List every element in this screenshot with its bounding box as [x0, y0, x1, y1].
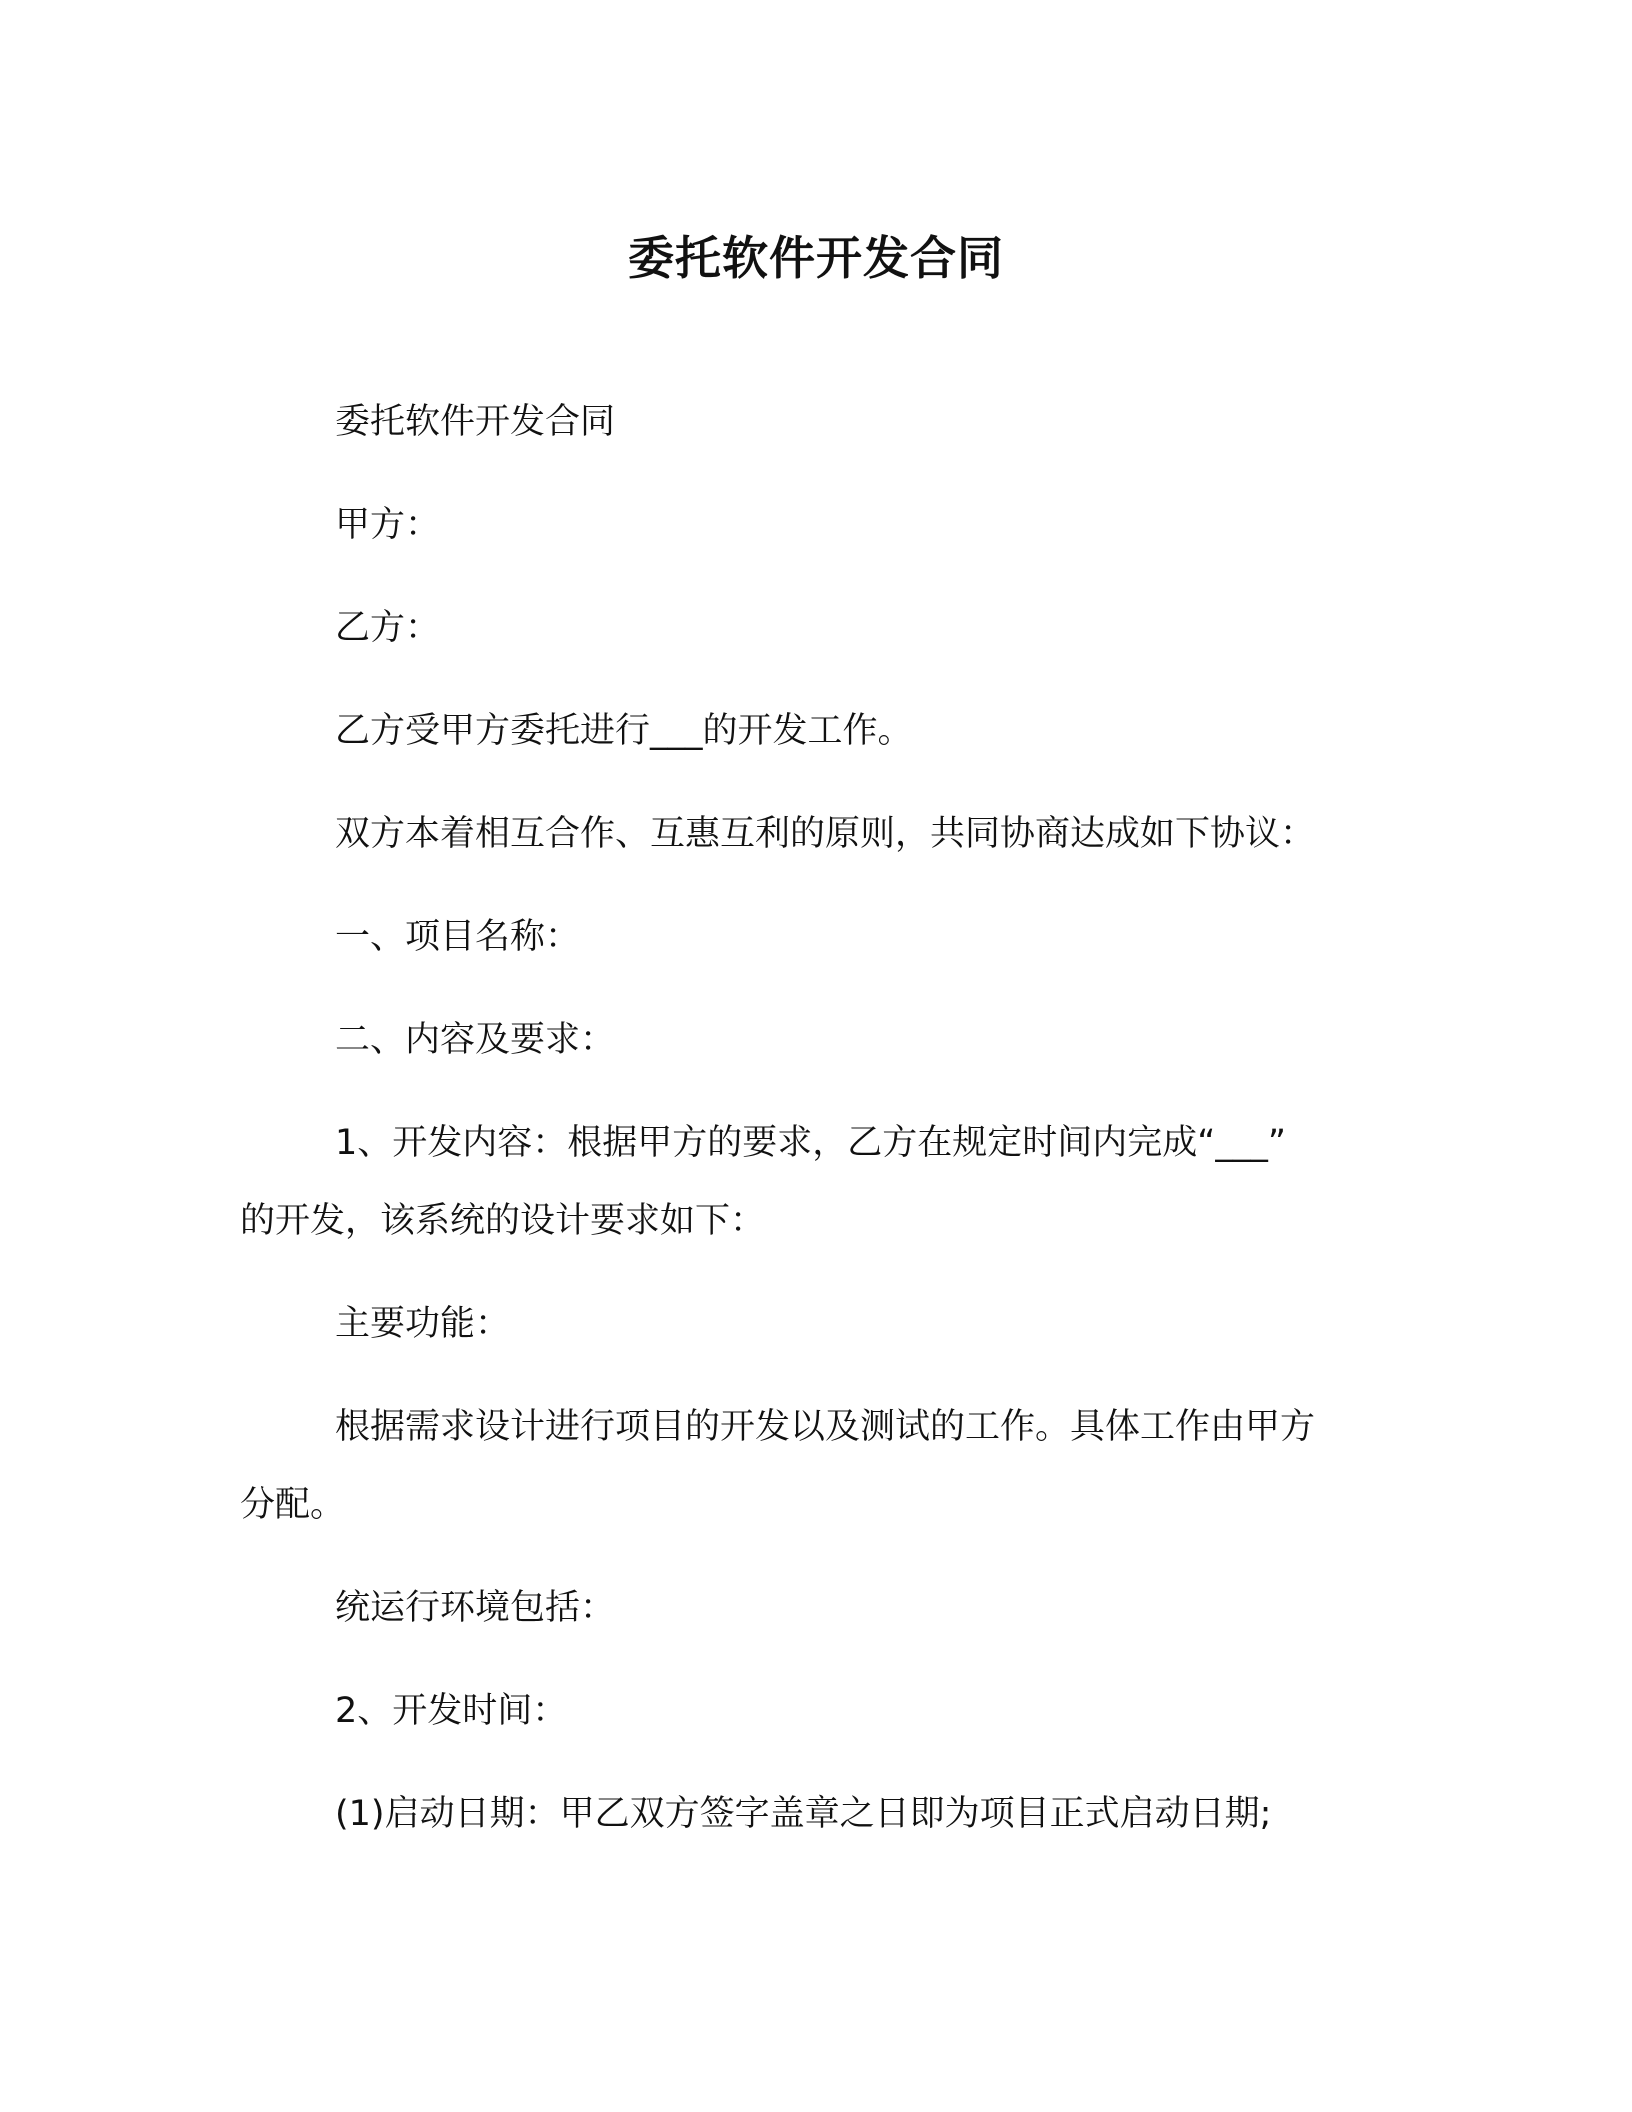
dev-content-paragraph-line-1: 1、开发内容：根据甲方的要求，乙方在规定时间内完成“___”	[335, 1123, 1287, 1163]
agreement-intro-paragraph: 双方本着相互合作、互惠互利的原则，共同协商达成如下协议：	[335, 814, 1316, 854]
functions-paragraph-line-2: 分配。	[240, 1485, 346, 1525]
dev-content-paragraph-line-2: 的开发，该系统的设计要求如下：	[240, 1201, 766, 1241]
commission-paragraph: 乙方受甲方委托进行___的开发工作。	[335, 711, 913, 751]
party-b-line: 乙方：	[335, 608, 441, 648]
subtitle-paragraph: 委托软件开发合同	[335, 402, 616, 442]
party-a-line: 甲方：	[335, 505, 441, 545]
document-title: 委托软件开发合同	[628, 231, 1004, 285]
section-project-name: 一、项目名称：	[335, 917, 581, 957]
section-content-requirements: 二、内容及要求：	[335, 1020, 616, 1060]
main-functions-heading: 主要功能：	[335, 1304, 511, 1344]
functions-paragraph-line-1: 根据需求设计进行项目的开发以及测试的工作。具体工作由甲方	[335, 1407, 1316, 1447]
start-date-line: (1)启动日期：甲乙双方签字盖章之日即为项目正式启动日期;	[335, 1794, 1272, 1834]
runtime-environment-line: 统运行环境包括：	[335, 1588, 616, 1628]
section-dev-time: 2、开发时间：	[335, 1691, 568, 1731]
